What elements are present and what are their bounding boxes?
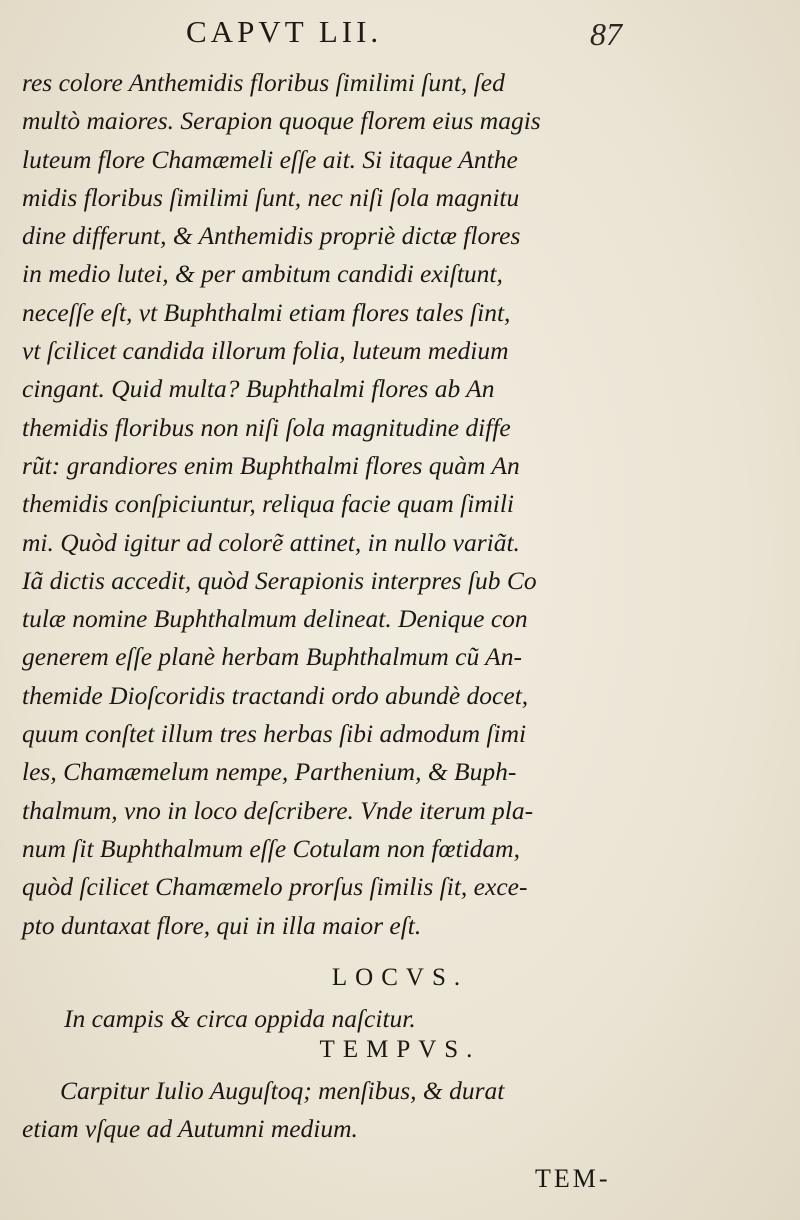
text-line: vt ſcilicet candida illorum folia, luteum medium — [22, 336, 509, 366]
tempus-text — [22, 1072, 762, 1149]
text-line: in medio lutei, & per ambitum candidi exiſtunt, — [22, 259, 503, 289]
text-line: num ſit Buphthalmum eſſe Cotulam non fœtidam, — [22, 833, 520, 863]
text-line: cingant. Quid multa? Buphthalmi flores ab An — [22, 374, 495, 404]
text-line: les, Chamæmelum nempe, Parthenium, & Buph- — [22, 757, 517, 787]
text-line: In campis & circa oppida naſcitur. — [64, 1004, 416, 1033]
locus-heading: LOCVS. — [331, 964, 469, 991]
text-line: themide Dioſcoridis tractandi ordo abundè docet, — [22, 680, 529, 710]
catchword: TEM- — [535, 1164, 611, 1193]
running-title: CAPVT LII. — [186, 14, 383, 49]
page-number: 87 — [590, 16, 622, 52]
text-line: etiam vſque ad Autumni medium. — [22, 1114, 358, 1144]
tempus-heading: TEMPVS. — [319, 1036, 481, 1063]
text-line: tulæ nomine Buphthalmum delineat. Denique con — [22, 604, 528, 634]
text-line: dine differunt, & Anthemidis propriè dictæ flores — [22, 221, 521, 251]
text-line: generem eſſe planè herbam Buphthalmum cũ An- — [22, 642, 522, 672]
text-line: quum conſtet illum tres herbas ſibi admodum ſimi — [22, 719, 527, 749]
main-text — [22, 64, 762, 945]
text-line: res colore Anthemidis floribus ſimilimi ſunt, ſed — [22, 68, 505, 97]
text-line: Carpitur Iulio Auguſtoq; menſibus, & durat — [60, 1076, 505, 1105]
text-line: thalmum, vno in loco deſcribere. Vnde iterum pla- — [22, 795, 534, 825]
text-line: luteum flore Chamæmeli eſſe ait. Si itaque Anthe — [22, 144, 518, 174]
text-line: pto duntaxat flore, qui in illa maior eſt. — [22, 910, 422, 940]
text-line: Iã dictis accedit, quòd Serapionis interpres ſub Co — [22, 565, 537, 595]
text-line: rũt: grandiores enim Buphthalmi flores quàm An — [22, 450, 520, 480]
running-head — [0, 14, 800, 58]
text-line: quòd ſcilicet Chamæmelo prorſus ſimilis ſit, exce- — [22, 872, 528, 902]
locus-text — [22, 1000, 762, 1038]
text-line: mi. Quòd igitur ad colorẽ attinet, in nullo variãt. — [22, 527, 520, 557]
text-line: midis floribus ſimilimi ſunt, nec niſi ſola magnitu — [22, 182, 520, 212]
text-line: neceſſe eſt, vt Buphthalmi etiam flores tales ſint, — [22, 297, 511, 327]
text-line: themidis floribus non niſi ſola magnitudine diffe — [22, 412, 511, 442]
text-line: themidis conſpiciuntur, reliqua facie quam ſimili — [22, 489, 515, 519]
text-line: multò maiores. Serapion quoque florem eius magis — [22, 106, 541, 136]
